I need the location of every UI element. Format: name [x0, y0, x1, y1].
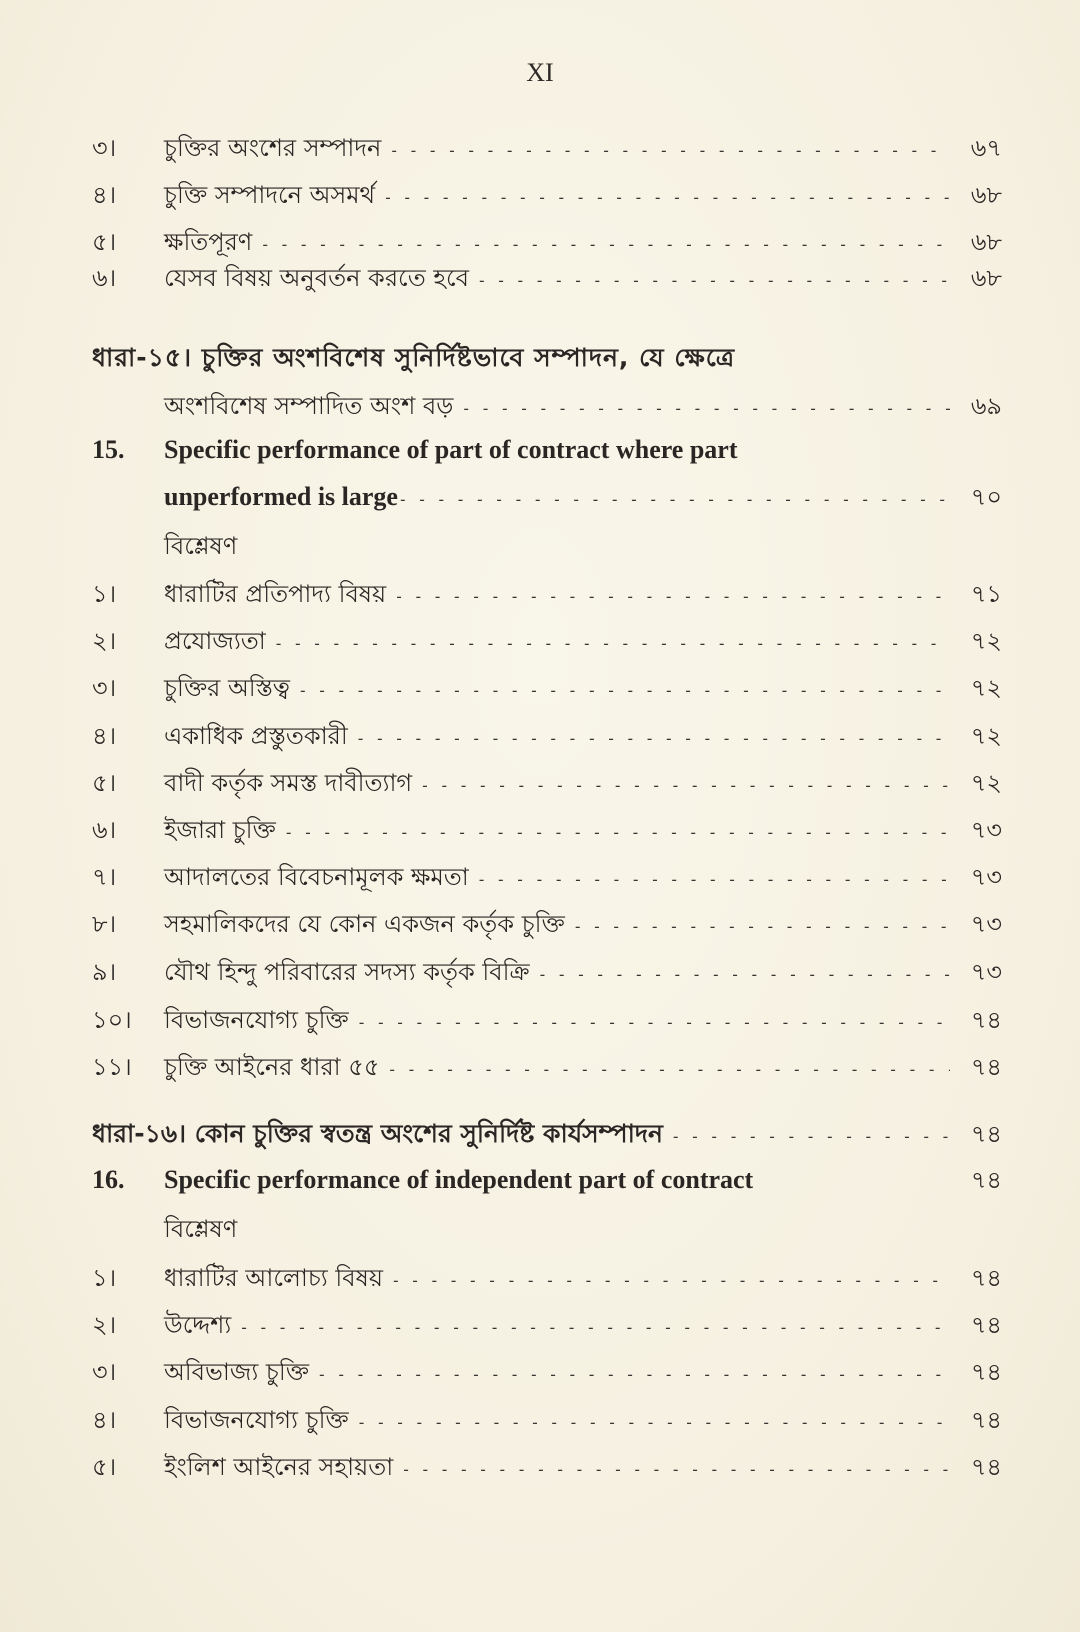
dot-leader: [317, 1353, 950, 1393]
toc-entry: [92, 1352, 1002, 1392]
entry-page: ৭৩: [970, 958, 1002, 986]
entry-number: ৭।: [92, 863, 117, 891]
toc-entry: [92, 857, 1002, 897]
entry-number: ৫।: [92, 228, 117, 256]
entry-title: অবিভাজ্য চুক্তি: [164, 1358, 310, 1386]
entry-page: ৬৮: [970, 228, 1002, 256]
entry-title: উদ্দেশ্য: [164, 1311, 232, 1339]
dot-leader: [260, 223, 950, 263]
dot-leader: [671, 1115, 950, 1155]
toc-entry: [92, 621, 1002, 661]
dot-leader: [394, 575, 950, 615]
entry-title: ক্ষতিপূরণ: [164, 228, 253, 256]
toc-entry: [92, 258, 1002, 298]
entry-page: ৬৮: [970, 181, 1002, 209]
entry-page: ৭০: [970, 483, 1002, 511]
entry-number: ১।: [92, 580, 117, 608]
section-number: 16.: [92, 1165, 125, 1194]
entry-page: ৭৩: [970, 816, 1002, 844]
entry-number: ৪।: [92, 1406, 117, 1434]
entry-title: ইজারা চুক্তি: [164, 816, 276, 844]
section-heading-text: ধারা-১৫। চুক্তির অংশবিশেষ সুনির্দিষ্টভাবে সম্পাদন, যে ক্ষেত্রে: [92, 343, 736, 372]
entry-number: ১১।: [92, 1053, 132, 1081]
entry-page: ৬৯: [970, 392, 1002, 420]
dot-leader: [477, 858, 950, 898]
entry-title: বাদী কর্তৃক সমস্ত দাবীত্যাগ: [164, 769, 413, 797]
entry-page: ৭২: [970, 627, 1002, 655]
entry-number: ৩।: [92, 1358, 117, 1386]
entry-page: ৭৪: [970, 1264, 1002, 1292]
toc-entry: [92, 668, 1002, 708]
dot-leader: [389, 129, 950, 169]
section-15-heading-en-cont: [164, 477, 1002, 517]
section-heading-text: Specific performance of independent part of contract: [164, 1165, 754, 1194]
entry-title: বিভাজনযোগ্য চুক্তি: [164, 1006, 349, 1034]
entry-page: ৬৮: [970, 264, 1002, 292]
section-15-heading-en: [92, 430, 1002, 470]
section-heading-text: অংশবিশেষ সম্পাদিত অংশ বড়: [164, 392, 454, 420]
toc-entry: [92, 1400, 1002, 1440]
dot-leader: [401, 1448, 950, 1488]
dot-leader: [477, 259, 950, 299]
entry-number: ৪।: [92, 181, 117, 209]
toc-entry: [92, 952, 1002, 992]
section-heading-text: ধারা-১৬। কোন চুক্তির স্বতন্ত্র অংশের সুনির্দিষ্ট কার্যসম্পাদন: [92, 1119, 663, 1148]
entry-number: ১০।: [92, 1006, 132, 1034]
entry-page: ৭৪: [970, 1311, 1002, 1339]
analysis-label-text: বিশ্লেষণ: [164, 532, 238, 560]
entry-page: ৭৪: [970, 1053, 1002, 1081]
toc-entry: [92, 574, 1002, 614]
dot-leader: [573, 905, 950, 945]
entry-page: ৭৪: [970, 1406, 1002, 1434]
toc-entry: [92, 128, 1002, 168]
entry-page: ৭২: [970, 674, 1002, 702]
dot-leader: [387, 1048, 950, 1088]
section-15-heading-bn-cont: [164, 386, 1002, 426]
dot-leader: [284, 811, 950, 851]
dot-leader: [383, 176, 950, 216]
toc-entry: [92, 1258, 1002, 1298]
dot-leader: [298, 669, 950, 709]
toc-entry: [92, 810, 1002, 850]
entry-number: ৪।: [92, 722, 117, 750]
dot-leader: [391, 1259, 950, 1299]
entry-number: ৩।: [92, 674, 117, 702]
entry-number: ৮।: [92, 910, 117, 938]
entry-number: ৫।: [92, 769, 117, 797]
entry-title: আদালতের বিবেচনামূলক ক্ষমতা: [164, 863, 469, 891]
entry-number: ২।: [92, 1311, 117, 1339]
dot-leader: [461, 387, 950, 427]
analysis-label: [164, 526, 1002, 566]
toc-entry: [92, 763, 1002, 803]
dot-leader: [274, 622, 950, 662]
section-16-heading-en: [92, 1160, 1002, 1200]
entry-page: ৭৪: [970, 1166, 1002, 1194]
toc-entry: [92, 1000, 1002, 1040]
dot-leader: [239, 1306, 950, 1346]
entry-page: ৭২: [970, 722, 1002, 750]
entry-title: যৌথ হিন্দু পরিবারের সদস্য কর্তৃক বিক্রি: [164, 958, 530, 986]
entry-number: ৬।: [92, 264, 117, 292]
dot-leader: [538, 953, 950, 993]
entry-title: সহমালিকদের যে কোন একজন কর্তৃক চুক্তি: [164, 910, 565, 938]
dot-leader: [356, 717, 950, 757]
toc-entry: [92, 904, 1002, 944]
entry-title: প্রযোজ্যতা: [164, 627, 266, 655]
entry-title: যেসব বিষয় অনুবর্তন করতে হবে: [164, 264, 469, 292]
entry-title: বিভাজনযোগ্য চুক্তি: [164, 1406, 349, 1434]
entry-page: ৭৪: [970, 1453, 1002, 1481]
entry-number: ৯।: [92, 958, 117, 986]
entry-page: ৬৭: [970, 134, 1002, 162]
toc-entry: [92, 1305, 1002, 1345]
section-16-heading-bn: [92, 1114, 1002, 1154]
entry-title: চুক্তির অস্তিত্ব: [164, 674, 290, 702]
entry-page: ৭২: [970, 769, 1002, 797]
entry-page: ৭৪: [970, 1358, 1002, 1386]
analysis-label-text: বিশ্লেষণ: [164, 1215, 238, 1243]
page-folio: XI: [526, 58, 554, 87]
section-heading-text: unperformed is large: [164, 482, 398, 511]
entry-number: ১।: [92, 1264, 117, 1292]
entry-title: ধারাটির আলোচ্য বিষয়: [164, 1264, 383, 1292]
entry-title: একাধিক প্রস্তুতকারী: [164, 722, 348, 750]
entry-page: ৭৩: [970, 863, 1002, 891]
toc-entry: [92, 1047, 1002, 1087]
entry-title: চুক্তি আইনের ধারা ৫৫: [164, 1053, 380, 1081]
entry-page: ৭৪: [970, 1006, 1002, 1034]
section-heading-text: Specific performance of part of contract where part: [164, 435, 738, 464]
entry-title: চুক্তি সম্পাদনে অসমর্থ: [164, 181, 376, 209]
dot-leader: [357, 1401, 950, 1441]
entry-title: ইংলিশ আইনের সহায়তা: [164, 1453, 394, 1481]
entry-page: ৭৩: [970, 910, 1002, 938]
entry-page: ৭৪: [970, 1120, 1002, 1148]
entry-page: ৭১: [970, 580, 1002, 608]
section-number: 15.: [92, 435, 125, 464]
entry-number: ৫।: [92, 1453, 117, 1481]
dot-leader: [398, 478, 950, 518]
toc-entry: [92, 716, 1002, 756]
entry-number: ৬।: [92, 816, 117, 844]
analysis-label: [164, 1209, 1002, 1249]
entry-number: ৩।: [92, 134, 117, 162]
entry-number: ২।: [92, 627, 117, 655]
section-15-heading-bn: [92, 338, 1002, 378]
toc-entry: [92, 222, 1002, 262]
entry-title: ধারাটির প্রতিপাদ্য বিষয়: [164, 580, 387, 608]
dot-leader: [357, 1001, 950, 1041]
toc-entry: [92, 1447, 1002, 1487]
entry-title: চুক্তির অংশের সম্পাদন: [164, 134, 382, 162]
toc-entry: [92, 175, 1002, 215]
dot-leader: [420, 764, 950, 804]
